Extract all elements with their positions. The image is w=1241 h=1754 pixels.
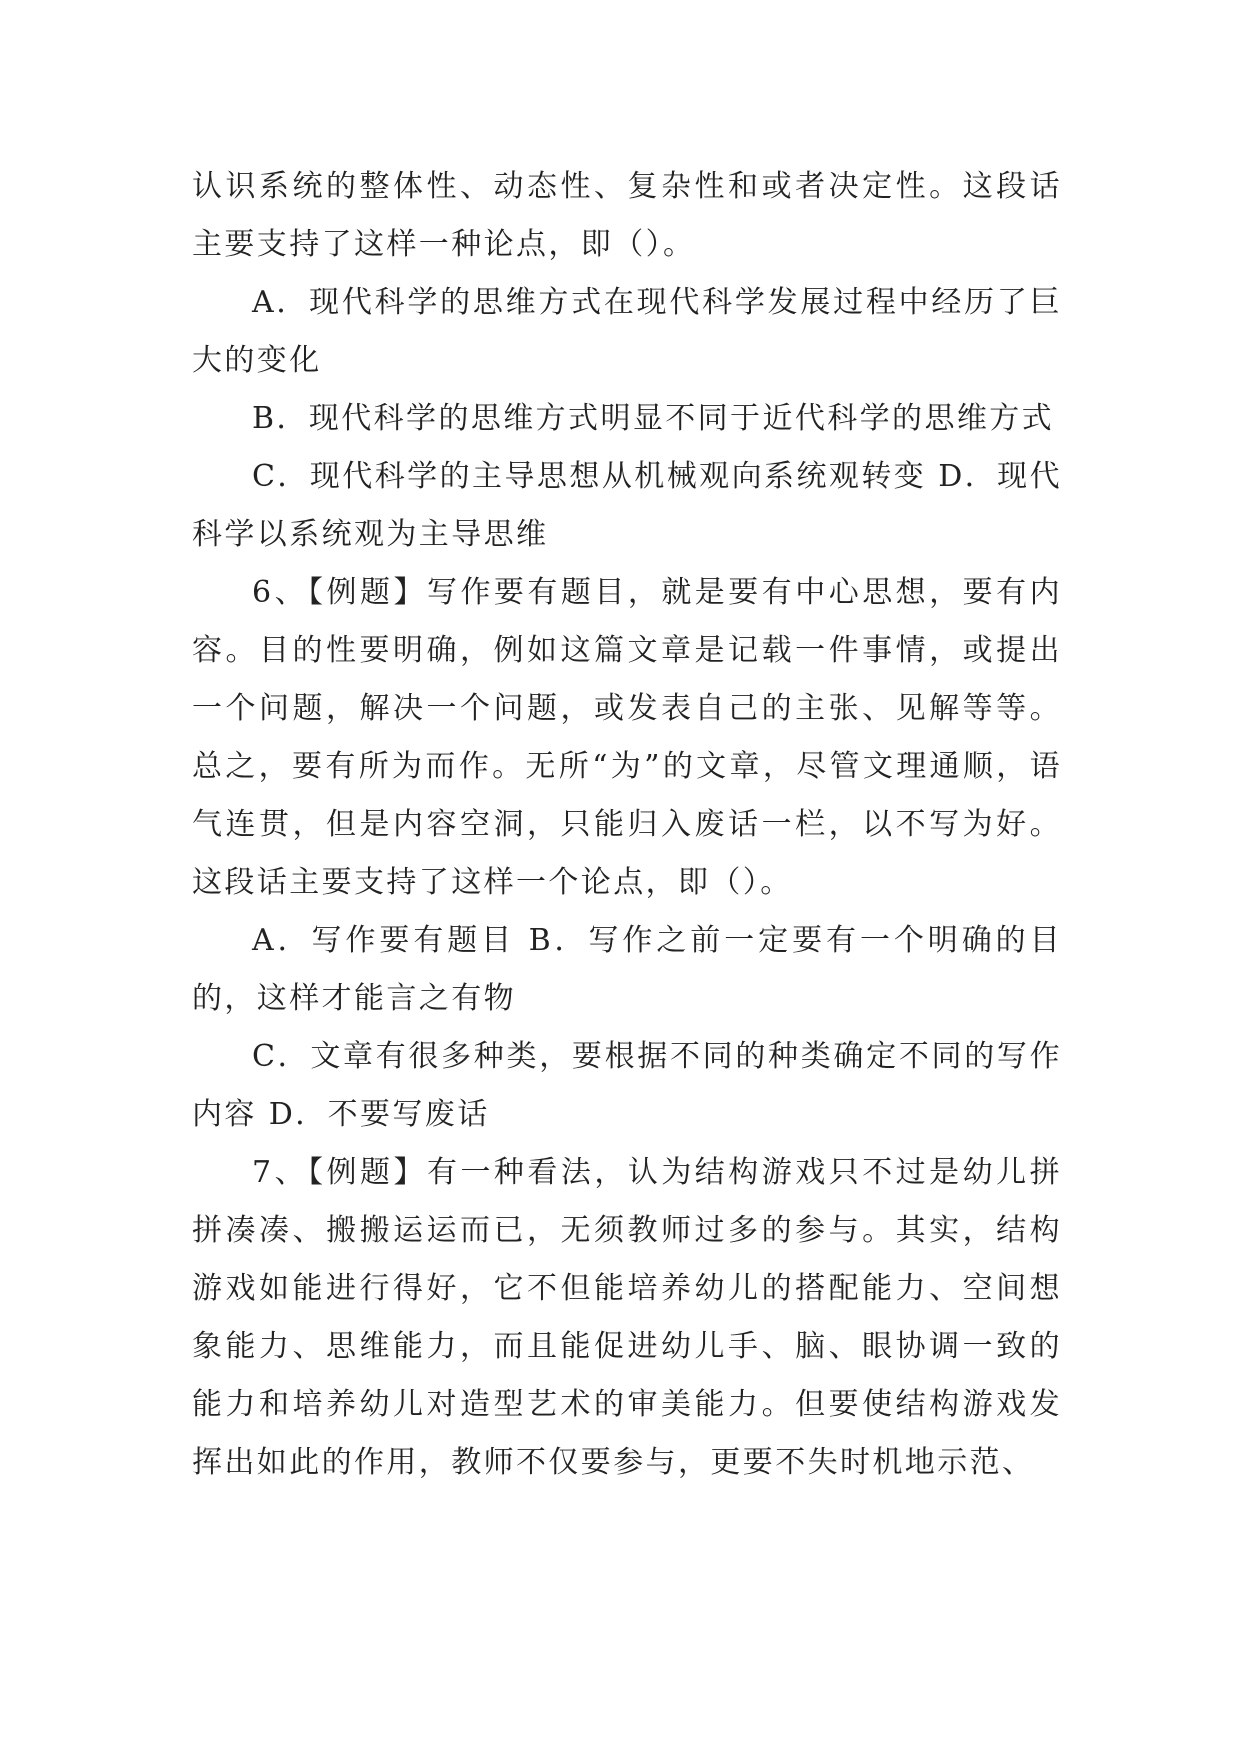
paragraph-question-6: 6、【例题】写作要有题目，就是要有中心思想，要有内容。目的性要明确，例如这篇文章是记载一件事情，或提出一个问题，解决一个问题，或发表自己的主张、见解等等。总之，要有所为而作。无所“为”的文章，尽管文理通顺，语气连贯，但是内容空洞，只能归入废话一栏，以不写为好。这段话主要支持了这样一个论点，即（）。 [192,575,1062,900]
document-body [192,158,1062,1492]
paragraph-option-b: B．现代科学的思维方式明显不同于近代科学的思维方式 [252,401,1055,436]
paragraph-question-6-option-a-b: A．写作要有题目 B．写作之前一定要有一个明确的目的，这样才能言之有物 [192,923,1062,1016]
paragraph-question-5-stem-end: 认识系统的整体性、动态性、复杂性和或者决定性。这段话主要支持了这样一种论点，即（）。 [192,169,1062,262]
paragraph-question-6-option-c-d: C．文章有很多种类，要根据不同的种类确定不同的写作内容 D．不要写废话 [192,1039,1062,1132]
paragraph-option-a: A．现代科学的思维方式在现代科学发展过程中经历了巨大的变化 [192,285,1062,378]
paragraph-option-c-d: C．现代科学的主导思想从机械观向系统观转变 D．现代科学以系统观为主导思维 [192,459,1062,552]
paragraph-question-7: 7、【例题】有一种看法，认为结构游戏只不过是幼儿拼拼凑凑、搬搬运运而已，无须教师过多的参与。其实，结构游戏如能进行得好，它不但能培养幼儿的搭配能力、空间想象能力、思维能力，而且能促进幼儿手、脑、眼协调一致的能力和培养幼儿对造型艺术的审美能力。但要使结构游戏发挥出如此的作用，教师不仅要参与，更要不失时机地示范、 [192,1155,1062,1480]
